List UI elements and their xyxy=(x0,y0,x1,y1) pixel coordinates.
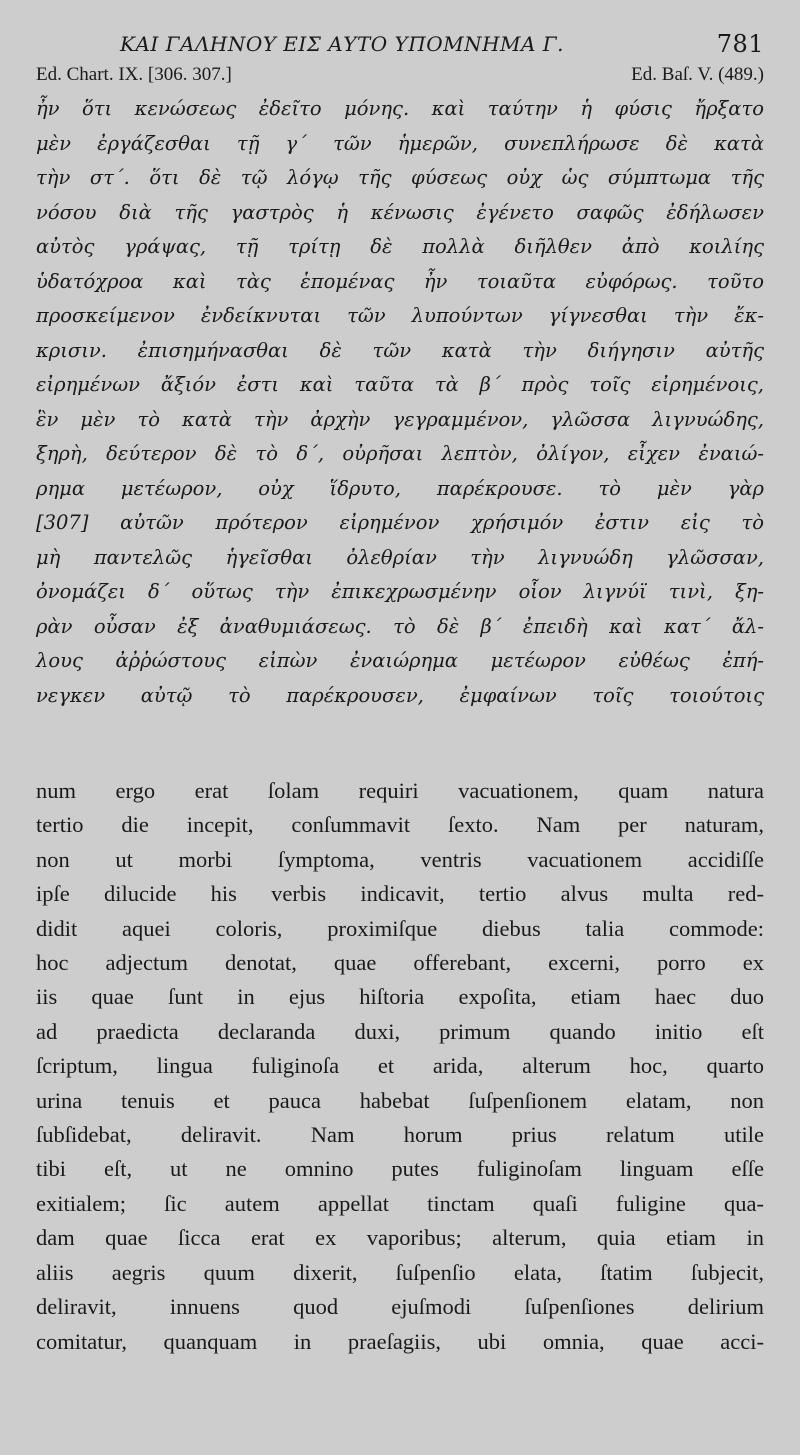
greek-line: προσκείμενον ἐνδείκνυται τῶν λυπούντων γίγνεσθαι τὴν ἔκ- xyxy=(36,304,764,327)
greek-line: ἦν ὅτι κενώσεως ἐδεῖτο μόνης. καὶ ταύτην ἡ φύσις ἤρξατο xyxy=(36,97,764,120)
greek-line: ὑδατόχροα καὶ τὰς ἑπομένας ἦν τοιαῦτα εὐφόρως. τοῦτο xyxy=(36,269,764,293)
edition-references xyxy=(36,62,764,92)
latin-line: non ut morbi ſymptoma, ventris vacuationem accidiſſe xyxy=(36,846,764,872)
latin-line: comitatur, quanquam in praeſagiis, ubi omnia, quae acci- xyxy=(36,1328,764,1354)
latin-line: urina tenuis et pauca habebat ſuſpenſionem elatam, non xyxy=(36,1087,764,1113)
latin-line: ſubſidebat, deliravit. Nam horum prius relatum utile xyxy=(36,1122,764,1148)
latin-line: didit aquei coloris, proximiſque diebus talia commode: xyxy=(36,915,764,941)
greek-line: κρισιν. ἐπισημήνασθαι δὲ τῶν κατὰ τὴν διήγησιν αὐτῆς xyxy=(36,338,764,362)
greek-line: αὐτὸς γράψας, τῇ τρίτῃ δὲ πολλὰ διῆλθεν ἀπὸ κοιλίης xyxy=(36,235,764,258)
latin-text-block xyxy=(36,774,764,1359)
greek-line: ὀνομάζει δ΄ οὕτως τὴν ἐπικεχρωσμένην οἷον λιγνύϊ τινὶ, ξη- xyxy=(36,580,764,603)
latin-line: exitialem; ſic autem appellat tinctam quaſi fuligine qua- xyxy=(36,1190,764,1216)
greek-line: εἰρημένων ἄξιόν ἐστι καὶ ταῦτα τὰ β΄ πρὸς τοῖς εἰρημένοις, xyxy=(36,373,764,396)
greek-line: ἓν μὲν τὸ κατὰ τὴν ἀρχὴν γεγραμμένον, γλῶσσα λιγνυώδης, xyxy=(36,407,764,431)
greek-line: [307] αὐτῶν πρότερον εἰρημένον χρήσιμόν ἐστιν εἰς τὸ xyxy=(36,511,764,534)
latin-line: ſcriptum, lingua fuliginoſa et arida, alterum hoc, quarto xyxy=(36,1053,764,1079)
greek-line: τὴν στ΄. ὅτι δὲ τῷ λόγῳ τῆς φύσεως οὐχ ὡς σύμπτωμα τῆς xyxy=(36,166,764,189)
latin-line: ad praedicta declaranda duxi, primum quando initio eſt xyxy=(36,1018,764,1044)
running-title: ΚΑΙ ΓΑΛΗΝΟΥ ΕΙΣ ΑΥΤΟ ΥΠΟΜΝΗΜΑ Γ. xyxy=(120,32,565,56)
edition-chartier-reference: Ed. Chart. IX. [306. 307.] xyxy=(36,64,232,85)
greek-line: νόσου διὰ τῆς γαστρὸς ἡ κένωσις ἐγένετο σαφῶς ἐδήλωσεν xyxy=(36,200,764,224)
latin-line: ipſe dilucide his verbis indicavit, tertio alvus multa red- xyxy=(36,881,764,907)
latin-line: iis quae ſunt in ejus hiſtoria expoſita, etiam haec duo xyxy=(36,984,764,1010)
latin-line: num ergo erat ſolam requiri vacuationem, quam natura xyxy=(36,778,764,803)
latin-line: hoc adjectum denotat, quae offerebant, excerni, porro ex xyxy=(36,950,764,976)
latin-line: dam quae ſicca erat ex vaporibus; alterum, quia etiam in xyxy=(36,1225,764,1251)
latin-line: tibi eſt, ut ne omnino putes fuliginoſam linguam eſſe xyxy=(36,1156,764,1182)
greek-text-block xyxy=(36,92,764,713)
greek-line: μὲν ἐργάζεσθαι τῇ γ΄ τῶν ἡμερῶν, συνεπλήρωσε δὲ κατὰ xyxy=(36,131,764,155)
latin-line: deliravit, innuens quod ejuſmodi ſuſpenſiones delirium xyxy=(36,1294,764,1320)
page-number: 781 xyxy=(716,30,764,58)
edition-basel-reference: Ed. Baſ. V. (489.) xyxy=(631,64,764,85)
greek-line: ξηρὴ, δεύτερον δὲ τὸ δ΄, οὐρῆσαι λεπτὸν, ὀλίγον, εἶχεν ἐναιώ- xyxy=(36,442,764,465)
latin-line: tertio die incepit, conſummavit ſexto. Nam per naturam, xyxy=(36,812,764,838)
greek-line: νεγκεν αὐτῷ τὸ παρέκρουσεν, ἐμφαίνων τοῖς τοιούτοις xyxy=(36,683,764,707)
greek-line: ρημα μετέωρον, οὐχ ἵδρυτο, παρέκρουσε. τὸ μὲν γὰρ xyxy=(36,476,764,500)
latin-line: aliis aegris quum dixerit, ſuſpenſio elata, ſtatim ſubjecit, xyxy=(36,1259,764,1285)
greek-line: ρὰν οὖσαν ἐξ ἀναθυμιάσεως. τὸ δὲ β΄ ἐπειδὴ καὶ κατ΄ ἄλ- xyxy=(36,614,764,638)
greek-line: λους ἀῤῥώστους εἰπὼν ἐναιώρημα μετέωρον εὐθέως ἐπή- xyxy=(36,649,764,672)
greek-line: μὴ παντελῶς ἡγεῖσθαι ὀλεθρίαν τὴν λιγνυώδη γλῶσσαν, xyxy=(36,545,764,569)
running-head xyxy=(36,30,764,62)
